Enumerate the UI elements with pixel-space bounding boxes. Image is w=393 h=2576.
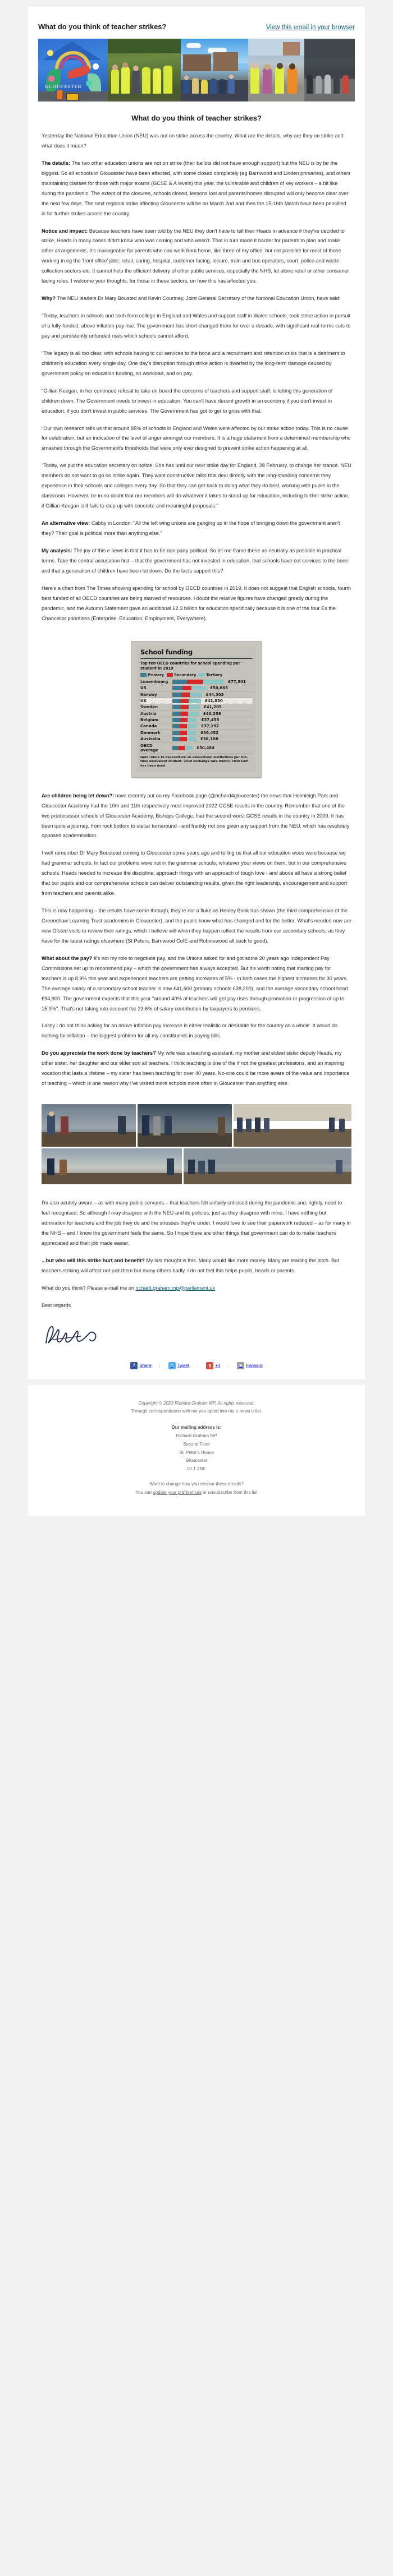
contact-email-link[interactable]: richard.graham.mp@parliament.uk — [135, 1285, 216, 1291]
chart-row — [140, 704, 253, 710]
chart-segment-tertiary — [191, 686, 206, 690]
divider-3: | — [228, 1363, 230, 1368]
paragraph-quote-3 — [42, 386, 351, 417]
chart-row-label: Australia — [140, 737, 161, 742]
collage-photo-school-hall — [234, 1104, 351, 1147]
chart-row-label: OECD average — [140, 743, 158, 753]
footer-copyright: Copyright © 2023 Richard Graham MP, All rights reserved. — [138, 1400, 255, 1406]
facebook-icon: f — [130, 1362, 138, 1369]
chart-segment-secondary — [180, 718, 188, 722]
paragraph-contact — [42, 1284, 351, 1294]
footer-address-line: Second Floor — [183, 1441, 210, 1447]
banner-photo-volunteers — [108, 39, 181, 101]
footer-address-line: GL1 2NE — [187, 1466, 206, 1472]
chart-row-bar — [172, 737, 196, 741]
footer-prefs-row — [51, 1489, 342, 1497]
chart-row — [140, 723, 253, 730]
chart-segment-secondary — [187, 680, 203, 684]
signature-image-wrap — [28, 1322, 365, 1356]
share-label: Share — [139, 1363, 152, 1368]
twitter-icon: t — [168, 1362, 176, 1369]
paragraph-text: I well remember Dr Mary Boustead coming to Gloucester some years ago and telling us that all our education woes were because we had grammar schools. In fact our problems were not in the grammar schools, whatever your views on them, but in our comprehensive schools. Heads needed to increase the discipline, approach things with an approach of tough love - and above all have a strong belief that our pupils and our comprehensive schools can deliver outstanding results, given the right leadership, encouragement and support from teachers and parents alike. — [42, 850, 348, 897]
chart-row — [140, 698, 253, 704]
footer-address-line: Gloucester — [185, 1458, 208, 1464]
email-body-tail — [28, 1193, 365, 1321]
view-in-browser-link[interactable]: View this email in your browser — [266, 24, 355, 31]
footer-change-prefs-question: Want to change how you receive these emails? — [149, 1481, 244, 1486]
chart-segment-primary — [172, 693, 181, 697]
paragraph-text: The joy of this e news is that it has to be non party political. So let me frame these as neutrally as possible in practical terms. Take the central accusation first – that the government has not invested in education, that schools have cut services to the bone and that a generation of children have been let down. Do the facts support this? — [42, 547, 349, 574]
forward-button[interactable] — [237, 1362, 262, 1369]
chart-segment-tertiary — [190, 693, 202, 697]
chart-segment-tertiary — [187, 737, 196, 741]
forward-icon: ➤ — [237, 1362, 244, 1369]
legend-label-tertiary: Tertiary — [206, 672, 223, 677]
chart-row-label: UK — [140, 698, 147, 703]
chart-segment-primary — [172, 686, 182, 690]
footer-address-line: Richard Graham MP — [176, 1433, 217, 1438]
prefs-prefix: You can — [135, 1489, 153, 1495]
chart-row-value: £37,192 — [201, 724, 220, 729]
divider-1: | — [159, 1363, 161, 1368]
chart-row-value: £36,452 — [200, 730, 219, 735]
chart-rows — [140, 679, 253, 754]
signature-icon — [42, 1323, 109, 1347]
paragraph-lead: An alternative view: — [42, 520, 90, 526]
chart-row-bar — [172, 731, 196, 735]
school-visit-collage — [28, 1100, 365, 1193]
share-twitter-button[interactable] — [168, 1362, 189, 1369]
email-body — [28, 126, 365, 634]
chart-segment-primary — [172, 724, 180, 728]
footer-block-gap — [51, 1474, 342, 1480]
chart-row — [140, 717, 253, 723]
chart-row-label: Austria — [140, 711, 157, 716]
paragraph-quote-5 — [42, 461, 351, 511]
legend-swatch-primary — [140, 673, 147, 677]
chart-segment-tertiary — [189, 705, 200, 709]
chart-segment-secondary — [179, 746, 185, 750]
paragraph-why — [42, 294, 351, 304]
banner-photo-docks — [181, 39, 248, 101]
chart-segment-primary — [172, 699, 181, 703]
paragraph-quote-1 — [42, 311, 351, 341]
prefs-suffix: or unsubscribe from this list — [201, 1489, 258, 1495]
divider-2: | — [197, 1363, 199, 1368]
banner-photo-walkers — [304, 39, 355, 101]
paragraph-lead: ...but who will this strike hurt and benefit? — [42, 1257, 145, 1263]
chart-segment-secondary — [181, 705, 189, 709]
paragraph-text: Because teachers have been told by the NEU they don't have to tell their Heads in advance if they've decided to strike, Heads in many cases didn't know who was coming and who wasn't. That in turn made it harder for parents to plan and make other arrangements. It's manageable for parents who can work from home, like three of my office, but not possible for most of those working in eg the 'front office' jobs: retail, caring, hospital, customer facing, leisure, train and bus operators, court, police and waste collection sectors etc. It cannot help the efficient delivery of other public services, especially the NHS, let alone retail or other consumer facing roles. I welcome your thoughts, for those in these sectors, on how this has affected you. — [42, 228, 349, 284]
paragraph-times-chart-intro — [42, 584, 351, 624]
paragraph-details — [42, 159, 351, 219]
top-spacer — [0, 0, 393, 7]
paragraph-lead: Do you appreciate the work done by teachers? — [42, 1050, 156, 1056]
collage-row-bottom — [42, 1148, 351, 1184]
chart-segment-primary — [172, 680, 187, 684]
paragraph-lead: Why? — [42, 296, 56, 302]
paragraph-let-down — [42, 791, 351, 842]
chart-segment-tertiary — [203, 680, 224, 684]
chart-row-label: Sweden — [140, 705, 158, 710]
paragraph-text: "Our own research tells us that around 85% of schools in England and Wales were affected by our strike action today. This is no cause for celebration, but an indication of the level of anger amongst our members. It is a huge statement from a determined membership who smashed through the Government's thresholds that were only ever designed to prevent strike action happening at all. — [42, 425, 351, 451]
paragraph-text: I'm also acutely aware – as with many public servants – that teachers felt unfairly criticised during the pandemic and, rightly, need to feel recognised. So although I may disagree with the NEU and its policies, just as they disagree with mine, I have nothing but admiration for teachers and the job they do and the stresses they're under. I would love to see their paperwork reduced – as for many in the NHS – and I know the government feels the same. So I hope there are other things that government can do to make teachers appreciated and their job made easier. — [42, 1200, 351, 1246]
chart-row-value: £30,464 — [196, 745, 215, 750]
chart-row — [140, 736, 253, 742]
paragraph-alternative-view — [42, 519, 351, 539]
chart-segment-tertiary — [188, 718, 198, 722]
paragraph-quote-4 — [42, 424, 351, 454]
chart-row-bar — [172, 693, 202, 697]
tweet-label: Tweet — [177, 1363, 190, 1368]
chart-segment-tertiary — [187, 724, 197, 728]
paragraph-work-done — [42, 1049, 351, 1089]
chart-row — [140, 710, 253, 717]
legend-item-tertiary — [199, 673, 222, 677]
chart-row-bar — [172, 712, 199, 716]
chart-segment-primary — [172, 712, 181, 716]
paragraph-lead: My analysis: — [42, 547, 72, 553]
chart-segment-secondary — [181, 693, 190, 697]
chart-row-bar — [172, 680, 224, 684]
chart-note: Data refers to expenditure on educational institutions per full-time equivalent student. 2019 exchange rate USD=0.7835 GBP has been used — [140, 755, 248, 768]
forward-label: Forward — [246, 1363, 263, 1368]
chart-segment-primary — [172, 731, 180, 735]
paragraph-quote-2 — [42, 349, 351, 379]
share-googleplus-button[interactable] — [206, 1362, 220, 1369]
collage-photo-pupils — [42, 1148, 182, 1184]
chart-row-bar — [172, 699, 201, 703]
social-share-bar-wrap — [28, 1356, 365, 1379]
chart-title: School funding — [140, 648, 253, 659]
chart-row-value: £77,501 — [227, 679, 246, 684]
paragraph-civil-servants — [42, 1198, 351, 1249]
chart-row-value: £44,303 — [205, 692, 224, 697]
paragraph-lead: Notice and impact: — [42, 228, 88, 234]
chart-segment-primary — [172, 718, 180, 722]
collage-row-top — [42, 1104, 351, 1147]
footer-address-heading: Our mailing address is: — [171, 1425, 222, 1430]
share-facebook-button[interactable] — [130, 1362, 151, 1369]
chart-row-value: £40,358 — [203, 711, 221, 716]
chart-subtitle: Top ten OECD countries for school spending per student in 2019 — [140, 661, 240, 671]
chart-row-value: £37,458 — [201, 718, 220, 722]
paragraph-text: "Today, we put the education secretary on notice. She has until our next strike day for England, 28 February, to change her stance. NEU members do not want to go on strike again. They want constructive talks that deal directly with the long-standing concerns they experience in their schools and colleges every day. So that they can get back to doing what they do best, working with pupils in the classroom. However, be in no doubt that our members will do whatever it takes to stand up for education, including further strike action, if Gillian Keegan still fails to step up with concrete and meaningful proposals." — [42, 463, 351, 509]
chart-row — [140, 730, 253, 736]
preheader — [28, 7, 365, 39]
footer-optin: Through correspondence with me you opted into my e-news letter. — [130, 1409, 263, 1414]
paragraph-lead: Are children being let down? — [42, 792, 113, 798]
chart-row — [140, 742, 253, 753]
chart-legend — [140, 673, 253, 677]
collage-photo-classroom-visit — [42, 1104, 136, 1147]
paragraph-closing — [42, 1256, 351, 1276]
paragraph-text: Cabby in London: "All the left wing unions are ganging up in the hope of bringing down the government aren't they? Their goal is political more than anything else." — [42, 520, 340, 536]
paragraph-bousted-memory — [42, 848, 351, 899]
legend-label-primary: Primary — [148, 672, 164, 677]
email-card — [28, 7, 365, 1379]
chart-segment-primary — [172, 705, 181, 709]
chart-row-value: £42,830 — [204, 698, 223, 703]
signoff-text — [42, 1301, 351, 1311]
paragraph-inflation — [42, 1021, 351, 1041]
paragraph-text: "The legacy is all too clear, with schools having to cut services to the bone and a recruitment and retention crisis that is a detriment to children's education every single day. One day's disruption through strike action is dwarfed by the long-term damage caused by government policy on education funding, on workload, and on pay. — [42, 350, 345, 376]
chart-segment-tertiary — [188, 712, 199, 716]
footer-address-line: St. Peter's House — [179, 1449, 214, 1455]
preheader-title: What do you think of teacher strikes? — [38, 22, 167, 31]
paragraph-text: My wife was a teaching assistant, my mother and eldest sister deputy Heads, my other sister, her daughter and our elder son all teachers. I think teaching is one of the if not the greatest professions, and an inspiring vocation that lasts a lifetime – my sister has been teaching for over 40 years. No-one could be more aware of the value and importance of teaching – which is one reason why I've visited more schools more often in Gloucester than anything else. — [42, 1050, 350, 1087]
paragraph-what-about-pay — [42, 954, 351, 1014]
email-footer — [28, 1385, 365, 1516]
chart-segment-secondary — [181, 712, 189, 716]
plusone-label: +1 — [215, 1363, 221, 1368]
update-preferences-link[interactable]: update your preferences — [153, 1489, 202, 1495]
signoff-label: Best regards — [42, 1302, 71, 1308]
legend-item-secondary — [167, 673, 196, 677]
collage-photo-assembly — [184, 1148, 351, 1184]
chart-segment-secondary — [180, 731, 187, 735]
chart-row-label: Luxembourg — [140, 679, 168, 684]
paragraph-text: This is now happening – the results have come through, they're not a fluke as Henley Bank has shown (the third comprehensive of the Greenshaw Learning Trust academies in Gloucester), and the pupils know what has changed and for the better. What's needed now are new Ofsted visits to review their ratings, which I believe will when they happen reflect the results from our secondary schools, as they have for the latest ratings elsewhere (St Peters, Barnwood CofE and Robinswood all back to good). — [42, 908, 351, 944]
legend-item-primary — [140, 673, 164, 677]
chart-row-bar — [172, 724, 197, 728]
paragraph-text: "Gillian Keegan, in her continued refusal to take on board the concerns of teachers and support staff, is letting this generation of children down. The Government needs to invest in education. You can't have decent growth in an economy if you don't invest in education, if you don't invest in public services. The Government has got to get to grips with that. — [42, 387, 333, 414]
paragraph-notice-impact — [42, 227, 351, 287]
chart-segment-tertiary — [187, 731, 197, 735]
chart-row — [140, 685, 253, 691]
bottom-padding — [0, 1516, 393, 1525]
email-headline: What do you think of teacher strikes? — [131, 114, 262, 122]
paragraph-text: Here's a chart from The Times showing spending for school by OECD countries in 2019. It does not suggest that English schools, fourth best funded of all OECD countries are being starved of resources. I doubt the relative figures have changed greatly during the pandemic, and the Autumn Statement gave an additional £2.3 billion for education specifically because it is one of the four Es the Chancellor prioritises (Enterprise, Education, Employment, Everywhere). — [42, 585, 351, 621]
chart-segment-secondary — [181, 699, 189, 703]
chart-segment-tertiary — [189, 699, 201, 703]
school-funding-chart-wrap — [28, 634, 365, 785]
chart-segment-secondary — [180, 724, 187, 728]
banner-photo-street — [248, 39, 304, 101]
legend-swatch-tertiary — [199, 673, 205, 677]
paragraph-lead: What about the pay? — [42, 955, 93, 961]
paragraph-my-analysis — [42, 546, 351, 576]
mural-text: GLOUCESTER — [45, 84, 82, 89]
paragraph-text: Lastly I do not think asking for an above inflation pay increase is either realistic or desirable for the country as a whole. It would do nothing for inflation – the biggest problem for all my constituents in paying bills. — [42, 1023, 338, 1039]
legend-label-secondary: Secondary — [174, 672, 196, 677]
chart-row — [140, 679, 253, 685]
chart-segment-tertiary — [185, 746, 193, 750]
banner-collage — [38, 39, 355, 101]
email-body-continued — [28, 786, 365, 1100]
chart-row-bar — [172, 705, 200, 709]
chart-segment-secondary — [180, 737, 186, 741]
chart-row-bar — [172, 746, 193, 750]
paragraph-text: The NEU leaders Dr Mary Bousted and Kevin Courtney, Joint General Secretary of the National Education Union, have said: — [56, 296, 341, 302]
chart-row — [140, 691, 253, 698]
footer-gap — [0, 1379, 393, 1385]
paragraph-text: "Today, teachers in schools and sixth form college in England and Wales and support staff in Wales schools, took strike action in pursuit of a fully-funded, above inflation pay rise. The government has short-changed them for over a decade, with significant real-terms cuts to pay and persistently unfunded rises which schools cannot afford. — [42, 313, 351, 339]
chart-segment-primary — [172, 737, 180, 741]
paragraph-lead: The details: — [42, 160, 71, 166]
paragraph-text: My last thought is this. Many would like more money. Many are leading the pitch. But teachers striking will affect not just them but many others badly. I do not feel this helps pupils, heads or parents. — [42, 1257, 339, 1273]
paragraph-intro — [42, 131, 351, 151]
chart-row-value: £36,108 — [200, 737, 218, 742]
chart-segment-primary — [172, 746, 179, 750]
chart-row-value: £41,205 — [203, 705, 222, 710]
collage-photo-group-adults — [138, 1104, 232, 1147]
chart-row-bar — [172, 718, 197, 722]
chart-row-bar — [172, 686, 206, 690]
paragraph-text: The two other education unions are not on strike (their ballots did not have enough support) but the NEU is by far the biggest. So all schools in Gloucester have been affected, with some closed completely (eg Barnwood and Linden primaries), and others maintaining classes for those with major exams (GCSE & A levels) this year, the vulnerable and children of key workers – a bit like during the pandemic. The extent of the closures, schools closed, lessons lost and parents/homes disrupted will only become clear over the next few days. The next regional strike affecting Gloucester will be on March 2nd and then the 15-16th March have been pencilled in for further strikes across the country. — [42, 160, 351, 216]
legend-swatch-secondary — [167, 673, 173, 677]
paragraph-text: It's not my role to negotiate pay, and the Unions asked for and got some 20 years ago Independent Pay Commissions set up to recommend pay – which the government has always accepted. But it's worth noting that starting pay for teachers is up 8.9% this year and experienced teachers are getting increases of 5% - in both cases the highest increases for 30 years. The average salary of a secondary school teacher is now £41,600 (primary schools £38,200), and the average secondary school head £94,900. The government expects that this year "around 40% of teachers will get pay rises through promotion or progression of up to 15.9%". That's not taking into account the 23.6% of salary contribution by taxpayers to pensions. — [42, 955, 348, 1012]
chart-row-label: Norway — [140, 692, 157, 697]
google-plus-icon: g — [206, 1362, 213, 1369]
banner-photo-mural — [38, 39, 108, 101]
social-share-bar — [130, 1362, 262, 1369]
paragraph-text: I have recently put on my Facebook page (@richard4gloucester) the news that Holmleigh Park and Gloucester Academy had the 10th and 11th respectively most improved 2022 GCSE results in the country. Remember that one of the two predecessor schools of Gloucester Academy, Bishops College, had the second worst GCSE results in the country in 2009. It has been quite a journey, from rock bottom to stellar turnaround - and frankly not one given any support from the NEU, which has resolutely opposed academisation. — [42, 792, 350, 839]
chart-row-label: Denmark — [140, 730, 161, 735]
chart-segment-secondary — [182, 686, 192, 690]
chart-row-label: US — [140, 686, 147, 691]
school-funding-chart — [131, 641, 262, 777]
chart-row-value: £50,665 — [210, 686, 228, 691]
chart-row-label: Canada — [140, 724, 157, 729]
paragraph-text: Yesterday the National Education Union (NEU) was out on strike across the country. What are the details, why are they on strike and what does it mean? — [42, 133, 344, 149]
paragraph-henley-bank — [42, 906, 351, 947]
chart-row-label: Belgium — [140, 718, 159, 722]
contact-prefix: What do you think? Please e-mail me on — [42, 1285, 136, 1291]
